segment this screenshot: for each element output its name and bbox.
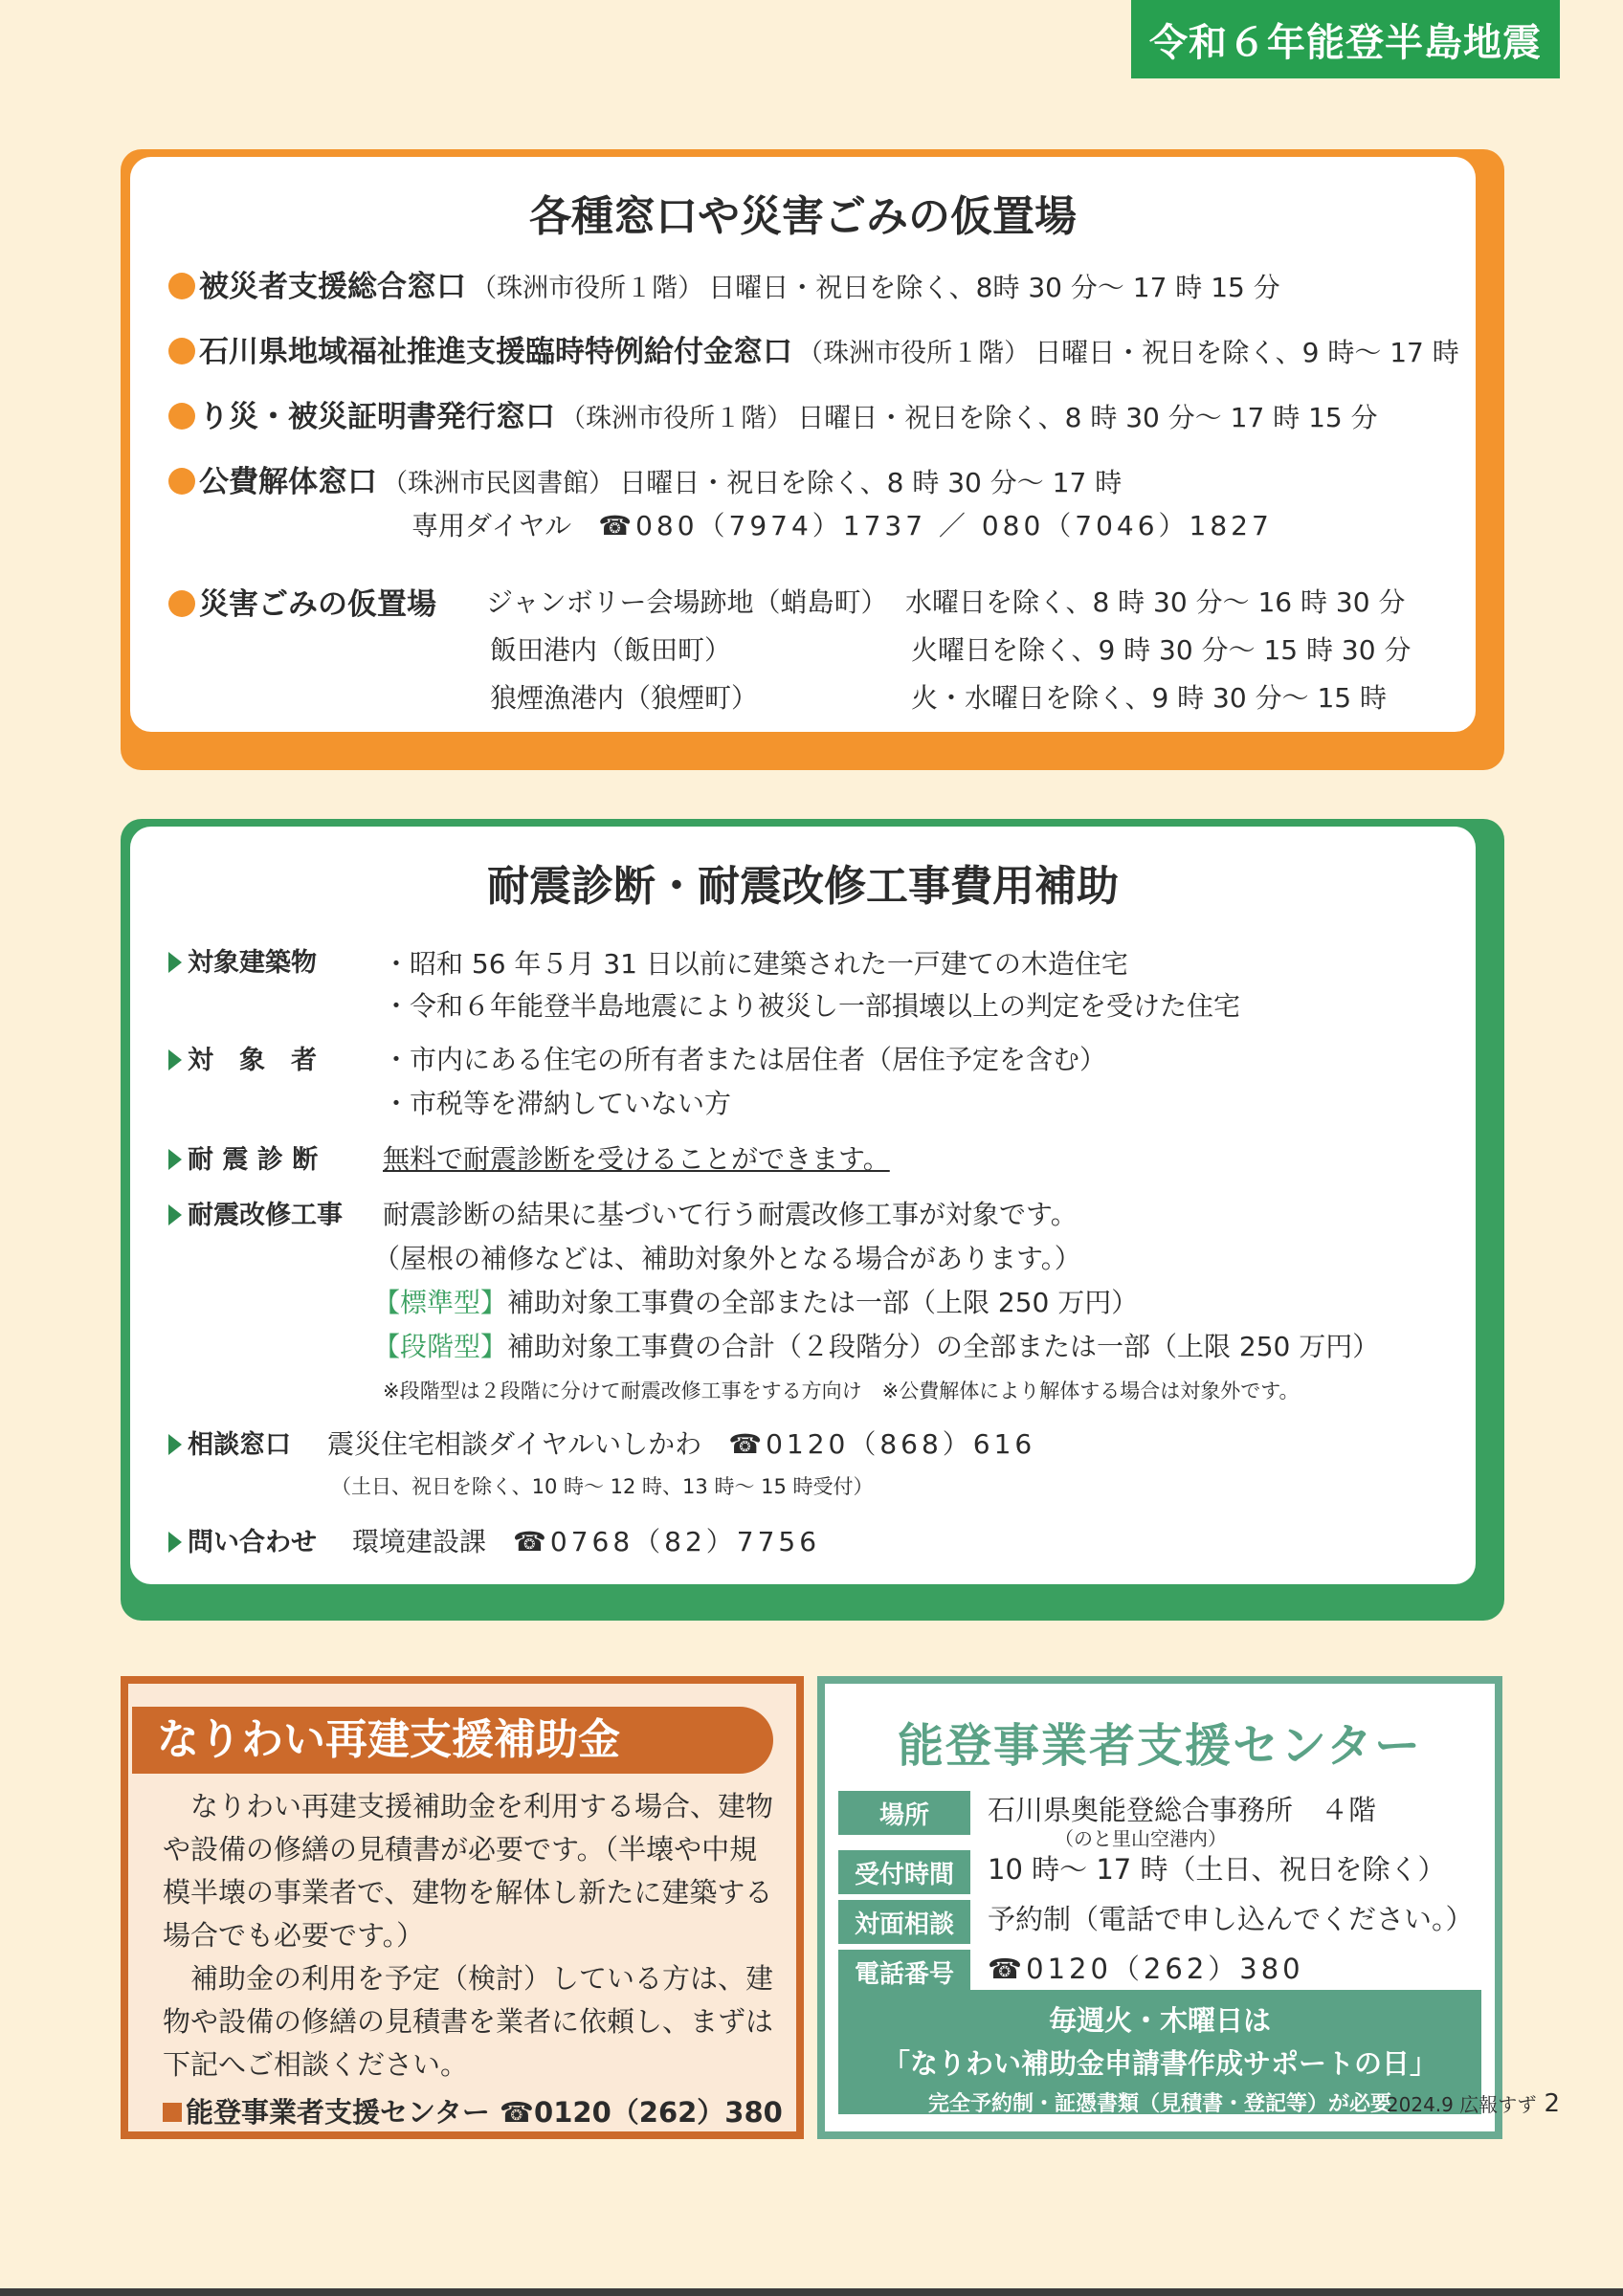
diag-label: 耐 震 診 断	[168, 1138, 318, 1176]
consult-label: 相談窓口	[168, 1424, 291, 1461]
target-person-2: ・市税等を滞納していない方	[383, 1088, 732, 1119]
triangle-bullet-icon	[168, 1532, 182, 1553]
repair-label: 耐震改修工事	[168, 1194, 343, 1231]
yard-hours: 水曜日を除く、8 時 30 分～ 16 時 30 分	[905, 586, 1406, 618]
yard-hours: 火・水曜日を除く、9 時 30 分～ 15 時	[911, 682, 1388, 714]
inquiry-label: 問い合わせ	[168, 1521, 317, 1558]
windows-panel	[121, 149, 1504, 770]
page-footer: 2024.9 広報すず 2	[1386, 2089, 1560, 2118]
center-row-place: 場所 石川県奥能登総合事務所 ４階 （のと里山空港内）	[838, 1791, 1376, 1848]
target-person-label: 対 象 者	[168, 1039, 317, 1076]
window-item: り災・被災証明書発行窓口 （珠洲市役所１階） 日曜日・祝日を除く、8 時 30 分～ 17 時 15 分	[168, 392, 1378, 435]
support-day-banner: 毎週火・木曜日は 「なりわい補助金申請書作成サポートの日」 完全予約制・証憑書類（見積書・登記等）が必要	[838, 1990, 1481, 2114]
quake-title: 耐震診断・耐震改修工事費用補助	[487, 862, 1119, 911]
target-bldg-2: ・令和６年能登半島地震により被災し一部損壊以上の判定を受けた住宅	[383, 990, 1241, 1022]
window-item: 石川県地域福祉推進支援臨時特例給付金窓口 （珠洲市役所１階） 日曜日・祝日を除く、9 時～ 17 時	[168, 327, 1459, 370]
yard-site: 狼煙漁港内（狼煙町）	[490, 682, 759, 714]
nariwai-panel	[121, 1676, 804, 2139]
yard-site: ジャンボリー会場跡地（蛸島町）	[486, 586, 888, 618]
nariwai-contact: 能登事業者支援センター ☎0120（262）380	[163, 2091, 783, 2130]
dedicated-dial: 専用ダイヤル ☎080（7974）1737 ／ 080（7046）1827	[411, 510, 1273, 541]
center-row-phone: 電話番号 ☎0120（262）380	[838, 1950, 1304, 1994]
triangle-bullet-icon	[168, 1149, 182, 1170]
nariwai-body: なりわい再建支援補助金を利用する場合、建物や設備の修繕の見積書が必要です。（半壊や中規模半壊の事業者で、建物を解体し新たに建築する場合でも必要です。） 補助金の利用を予定（検討）している方は、建物や設備の修繕の見積書を業者に依頼し、まずは下記へご相談ください。	[163, 1790, 774, 2081]
square-bullet-icon	[163, 2103, 182, 2122]
yard-site: 飯田港内（飯田町）	[490, 634, 732, 666]
yard-title: 災害ごみの仮置場	[168, 580, 436, 623]
center-row-consult: 対面相談 予約制（電話で申し込んでください。）	[838, 1900, 1474, 1944]
triangle-bullet-icon	[168, 1434, 182, 1455]
window-item: 公費解体窓口 （珠洲市民図書館） 日曜日・祝日を除く、8 時 30 分～ 17 時	[168, 457, 1122, 500]
triangle-bullet-icon	[168, 1049, 182, 1071]
target-bldg-label: 対象建築物	[168, 941, 317, 979]
bullet-dot-icon	[168, 338, 195, 364]
center-panel	[817, 1676, 1502, 2139]
center-title: 能登事業者支援センター	[897, 1719, 1423, 1773]
page-number: 2	[1544, 2089, 1560, 2118]
target-bldg-1: ・昭和 56 年５月 31 日以前に建築された一戸建ての木造住宅	[383, 948, 1128, 980]
diag-text: 無料で耐震診断を受けることができます。	[383, 1143, 890, 1175]
section-tag: 令和６年能登半島地震	[1131, 0, 1560, 78]
triangle-bullet-icon	[168, 952, 182, 973]
window-item: 被災者支援総合窓口 （珠洲市役所１階） 日曜日・祝日を除く、8時 30 分～ 17 時 15 分	[168, 262, 1280, 305]
bullet-dot-icon	[168, 590, 195, 617]
windows-title: 各種窓口や災害ごみの仮置場	[529, 192, 1077, 241]
bullet-dot-icon	[168, 403, 195, 430]
center-row-hours: 受付時間 10 時～ 17 時（土日、祝日を除く）	[838, 1850, 1445, 1894]
repair-note: ※段階型は２段階に分けて耐震改修工事をする方向け ※公費解体により解体する場合は対象外です。	[383, 1380, 1300, 1402]
stage-type: 【段階型】補助対象工事費の合計（２段階分）の全部または一部（上限 250 万円）	[373, 1331, 1380, 1362]
bullet-dot-icon	[168, 468, 195, 495]
standard-type: 【標準型】補助対象工事費の全部または一部（上限 250 万円）	[373, 1287, 1139, 1318]
target-person-1: ・市内にある住宅の所有者または居住者（居住予定を含む）	[383, 1044, 1107, 1075]
bottom-rule	[0, 2288, 1623, 2296]
consult-text: 震災住宅相談ダイヤルいしかわ ☎0120（868）616	[327, 1428, 1036, 1460]
nariwai-title: なりわい再建支援補助金	[132, 1707, 773, 1774]
consult-note: （土日、祝日を除く、10 時～ 12 時、13 時～ 15 時受付）	[331, 1475, 874, 1498]
quake-panel	[121, 819, 1504, 1621]
yard-hours: 火曜日を除く、9 時 30 分～ 15 時 30 分	[911, 634, 1412, 666]
repair-2: （屋根の補修などは、補助対象外となる場合があります。）	[373, 1243, 1081, 1274]
triangle-bullet-icon	[168, 1204, 182, 1225]
bullet-dot-icon	[168, 273, 195, 299]
repair-1: 耐震診断の結果に基づいて行う耐震改修工事が対象です。	[383, 1199, 1078, 1230]
inquiry-text: 環境建設課 ☎0768（82）7756	[352, 1526, 821, 1557]
